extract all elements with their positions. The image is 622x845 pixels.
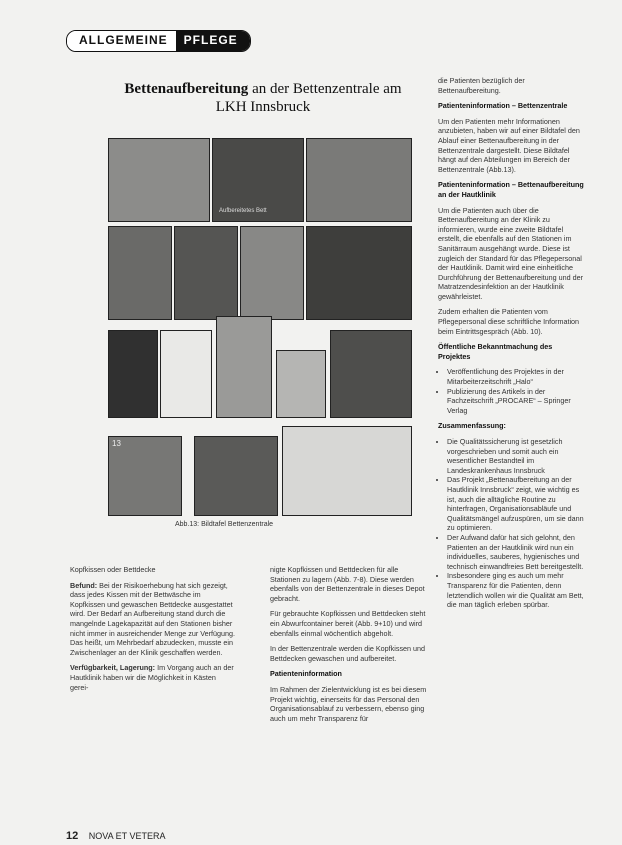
right-heading-4: Zusammenfassung: xyxy=(438,421,506,431)
right-p1: die Patienten bezüglich der Bettenaufbereitung. xyxy=(438,76,525,95)
list-item: • Veröffentlichung des Projektes in der Mitarbeiterzeitschrift „Halo“ xyxy=(447,367,586,386)
photo-11 xyxy=(276,350,326,418)
figure-caption: Abb.13: Bildtafel Bettenzentrale xyxy=(175,521,274,528)
right-heading-3: Öffentliche Bekanntmachung des Projektes xyxy=(438,342,553,361)
summary-list xyxy=(438,437,586,610)
middle-column xyxy=(270,565,430,729)
left-p2: Befund: Bei der Risikoerhebung hat sich gezeigt, dass jedes Kissen mit der Bettwäsche im Kopfkissen und gewaschen Bettdecke ausgestattet wird. Der Bedarf an Aufbereitung stand durch die mangelnde Lagekapazität auf den Stationen bisher nicht immer in ausreichender Menge zur Verfügung. Das heißt, um Mehrbedarf abzudecken, musste ein Zwischenlager an der Klinik geschaffen werden. xyxy=(70,580,235,657)
photo-15 xyxy=(282,426,412,516)
list-item: • Publizierung des Artikels in der Fachzeitschrift „PROCARE“ – Springer Verlag xyxy=(447,387,586,416)
section-tag xyxy=(66,30,251,52)
list-item: • Das Projekt „Bettenaufbereitung an der Hautklinik Innsbruck“ zeigt, wie wichtig es ist, auch die alltägliche Routine zu hinterfragen, Organisationsabläufe und Qualitätsmängel aufzuspüren, um sie dann zu optimieren. xyxy=(447,475,586,533)
middle-p4: Im Rahmen der Zielentwicklung ist es bei diesem Projekt wichtig, einerseits für das Personal den Organisationsablauf zu verbessern, ebenso ging auch um mehr Transparenz für xyxy=(270,684,427,723)
photo-6 xyxy=(240,226,304,320)
middle-heading: Patienteninformation xyxy=(270,669,342,679)
article-title xyxy=(108,80,418,116)
right-p3: Um die Patienten auch über die Bettenaufbereitung an der Klinik zu informieren, wurde eine zweite Bildtafel erstellt, die ebenfalls auf den Stationen im Sanitärraum ausgehängt wurde. Diese ist zugleich der Standard für das Pflegepersonal der Hautklinik. Damit wird eine einheitliche Durchführung der Bettenaufbereitung und der Matratzendesinfektion an der Hautklinik gewährleistet. xyxy=(438,205,584,301)
photo-13: 13 xyxy=(108,436,182,516)
section-tag-right: PFLEGE xyxy=(176,31,250,51)
left-column xyxy=(70,565,235,698)
list-item: • Der Aufwand dafür hat sich gelohnt, den Patienten an der Hautklinik wird nun ein individuelles, sauberes, hygienisches und technisch einwandfreies Bett bereitgestellt. xyxy=(447,533,586,571)
right-heading-1: Patienteninformation – Bettenzentrale xyxy=(438,101,568,111)
page-footer xyxy=(66,830,165,842)
title-bold: Bettenaufbereitung xyxy=(124,81,249,97)
middle-p1: nigte Kopfkissen und Bettdecken für alle Stationen zu lagern (Abb. 7-8). Diese werden ebenfalls von der Bettenzentrale in dieses Depot gebracht. xyxy=(270,565,425,603)
journal-name: NOVA ET VETERA xyxy=(88,831,166,841)
photo-9 xyxy=(160,330,212,418)
right-column xyxy=(438,76,586,616)
page-number: 12 xyxy=(66,830,79,842)
photo-10 xyxy=(216,316,272,418)
photo-1 xyxy=(108,138,210,222)
photo-2: Aufbereitetes Bett xyxy=(212,138,304,222)
photo-14 xyxy=(194,436,278,516)
middle-p3: In der Bettenzentrale werden die Kopfkissen und Bettdecken gewaschen und aufbereitet. xyxy=(270,644,426,663)
section-tag-left: ALLGEMEINE xyxy=(67,31,176,51)
title-rest: an der Bettenzentrale am xyxy=(248,81,402,97)
right-p2: Um den Patienten mehr Informationen anzubieten, haben wir auf einer Bildtafel den Ablauf einer Bettenaufbereitung in der Bettenzentrale dargestellt. Diese Bildtafel hängt auf den Abteilungen im Bereich der Bettenzentrale (Abb.13). xyxy=(438,116,580,174)
left-p3: Verfügbarkeit, Lagerung: Im Vorgang auch an der Hautklinik haben wir die Möglichkeit in Kästen gerei- xyxy=(70,663,234,692)
list-item: • Die Qualitätssicherung ist gesetzlich vorgeschrieben und somit auch ein wesentlicher Bestandteil im Landeskrankenhaus Innsbruck xyxy=(447,437,586,475)
photo-7 xyxy=(306,226,412,320)
photo-8 xyxy=(108,330,158,418)
title-line2: LKH Innsbruck xyxy=(215,99,311,115)
right-p4: Zudem erhalten die Patienten vom Pflegepersonal diese schriftliche Information beim Eintrittsgespräch (Abb. 10). xyxy=(438,307,580,336)
middle-p2: Für gebrauchte Kopfkissen und Bettdecken steht ein Abwurfcontainer bereit (Abb. 9+10) und wird ebenfalls einmal wöchentlich abgeholt. xyxy=(270,609,426,638)
publication-list xyxy=(438,367,586,415)
list-item: • Insbesondere ging es auch um mehr Transparenz für die Patienten, denn letztendlich wollen wir die Qualität am Bett, die man täglich erleben spürbar. xyxy=(447,571,586,609)
left-p1: Kopfkissen oder Bettdecke xyxy=(70,565,156,574)
right-heading-2: Patienteninformation – Bettenaufbereitung an der Hautklinik xyxy=(438,180,584,199)
photo-12 xyxy=(330,330,412,418)
photo-4 xyxy=(108,226,172,320)
photo-3 xyxy=(306,138,412,222)
photo-5 xyxy=(174,226,238,320)
